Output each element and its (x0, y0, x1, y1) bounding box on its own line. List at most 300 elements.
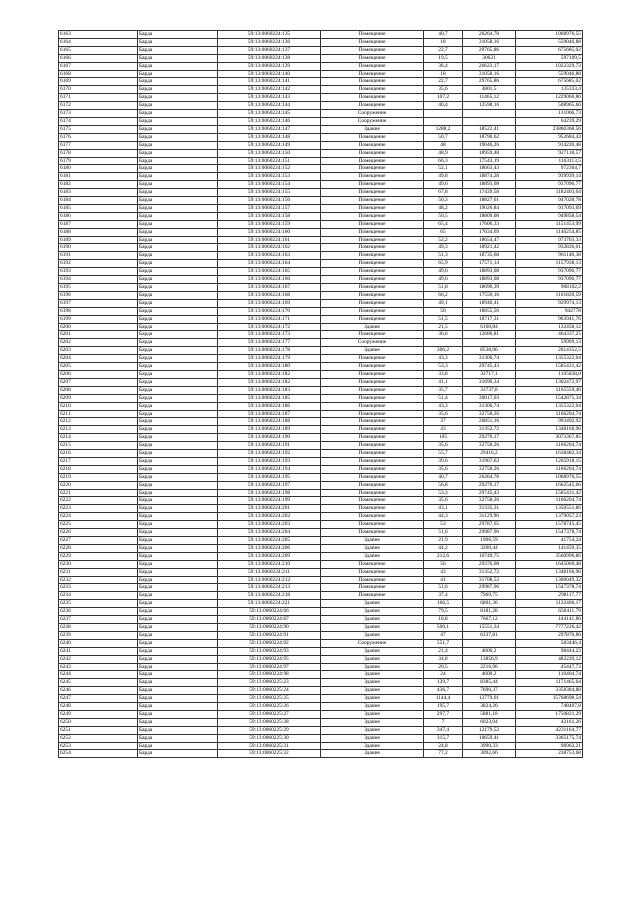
cadastral-number: 59:13:0060224:178 (218, 347, 321, 355)
settlement-name: Барда (138, 102, 218, 110)
specific-value: 18940,41 (463, 299, 516, 307)
cadastral-number: 59:13:0060225:24 (218, 687, 321, 695)
cadastral-value: 4231164,77 (516, 726, 583, 734)
row-number: 6216 (59, 450, 138, 458)
table-row (59, 655, 583, 663)
cadastral-number: 59:13:0060224:93 (218, 647, 321, 655)
table-row (59, 671, 583, 679)
area-value: 166,5 (424, 600, 463, 608)
cadastral-value: 917093,69 (516, 204, 583, 212)
settlement-name: Барда (138, 347, 218, 355)
row-number: 6202 (59, 339, 138, 347)
area-value: 49,6 (424, 276, 463, 284)
cadastral-value: 952684,43 (516, 133, 583, 141)
row-number: 6237 (59, 616, 138, 624)
area-value: 551,7 (424, 639, 463, 647)
area-value: 40,7 (424, 473, 463, 481)
object-type: Помещение (321, 38, 424, 46)
table-row (59, 165, 583, 173)
cadastral-value: 968162,2 (516, 284, 583, 292)
row-number: 6225 (59, 521, 138, 529)
specific-value: 10659,41 (463, 734, 516, 742)
row-number: 6235 (59, 600, 138, 608)
row-number: 6215 (59, 442, 138, 450)
row-number: 6166 (59, 54, 138, 62)
specific-value: 18790,62 (463, 133, 516, 141)
settlement-name: Барда (138, 276, 218, 284)
table-row (59, 537, 583, 545)
table-row (59, 339, 583, 347)
object-type: Помещение (321, 291, 424, 299)
object-type: Помещение (321, 418, 424, 426)
area-value: 51,3 (424, 252, 463, 260)
object-type: Здание (321, 742, 424, 750)
row-number: 6230 (59, 560, 138, 568)
object-type: Помещение (321, 173, 424, 181)
area-value: 49,6 (424, 181, 463, 189)
cadastral-number: 59:13:0060224:136 (218, 38, 321, 46)
row-number: 6199 (59, 315, 138, 323)
specific-value: 13856,9 (463, 655, 516, 663)
area-value: 20,5 (424, 663, 463, 671)
specific-value: 12598,16 (463, 102, 516, 110)
table-row (59, 489, 583, 497)
table-row (59, 331, 583, 339)
cadastral-number: 59:13:0060224:164 (218, 260, 321, 268)
table-row (59, 718, 583, 726)
specific-value: 17634,69 (463, 228, 516, 236)
table-row (59, 544, 583, 552)
cadastral-number: 59:13:0060224:170 (218, 307, 321, 315)
specific-value: 29745,43 (463, 489, 516, 497)
table-row (59, 631, 583, 639)
cadastral-value: 1348166,96 (516, 568, 583, 576)
cadastral-value: 1348166,96 (516, 426, 583, 434)
cadastral-number: 59:13:0060224:167 (218, 284, 321, 292)
object-type: Помещение (321, 307, 424, 315)
object-type: Здание (321, 347, 424, 355)
object-type: Здание (321, 679, 424, 687)
object-type: Помещение (321, 157, 424, 165)
cadastral-number: 59:13:0060224:188 (218, 418, 321, 426)
object-type: Здание (321, 125, 424, 133)
table-row (59, 726, 583, 734)
settlement-name: Барда (138, 442, 218, 450)
specific-value: 31129,96 (463, 513, 516, 521)
cadastral-value: 583446,4 (516, 639, 583, 647)
row-number: 6183 (59, 189, 138, 197)
table-row (59, 62, 583, 70)
table-row (59, 592, 583, 600)
settlement-name: Барда (138, 671, 218, 679)
specific-value: 3200,44 (463, 544, 516, 552)
cadastral-value: 1355322,04 (516, 355, 583, 363)
cadastral-number: 59:13:0060225:25 (218, 695, 321, 703)
cadastral-number: 59:13:0060224:194 (218, 465, 321, 473)
settlement-name: Барда (138, 703, 218, 711)
object-type: Помещение (321, 260, 424, 268)
cadastral-number: 59:13:0060224:210 (218, 560, 321, 568)
cadastral-number: 59:13:0060224:218 (218, 592, 321, 600)
area-value: 55,7 (424, 450, 463, 458)
row-number: 6243 (59, 663, 138, 671)
table-row (59, 157, 583, 165)
settlement-name: Барда (138, 457, 218, 465)
cadastral-number: 59:13:0060224:92 (218, 639, 321, 647)
table-row (59, 639, 583, 647)
area-value: 49,3 (424, 244, 463, 252)
settlement-name: Барда (138, 291, 218, 299)
object-type: Помещение (321, 394, 424, 402)
cadastral-value: 1166204,74 (516, 410, 583, 418)
object-type: Здание (321, 552, 424, 560)
specific-value: 32758,26 (463, 465, 516, 473)
row-number: 6224 (59, 513, 138, 521)
cadastral-number: 59:13:0060224:141 (218, 78, 321, 86)
row-number: 6186 (59, 212, 138, 220)
table-row (59, 402, 583, 410)
cadastral-value: 1161820,59 (516, 291, 583, 299)
row-number: 6238 (59, 623, 138, 631)
row-number: 6210 (59, 402, 138, 410)
area-value: 44,3 (424, 513, 463, 521)
settlement-name: Барда (138, 268, 218, 276)
area-value: 67,8 (424, 189, 463, 197)
table-row (59, 734, 583, 742)
table-row (59, 252, 583, 260)
object-type: Помещение (321, 426, 424, 434)
table-row (59, 173, 583, 181)
row-number: 6168 (59, 70, 138, 78)
cadastral-value: 1146254,85 (516, 228, 583, 236)
settlement-name: Барда (138, 560, 218, 568)
cadastral-number: 59:13:0060224:198 (218, 489, 321, 497)
settlement-name: Барда (138, 418, 218, 426)
row-number: 6229 (59, 552, 138, 560)
cadastral-value: 937096,77 (516, 268, 583, 276)
settlement-name: Барда (138, 260, 218, 268)
area-value: 306,2 (424, 347, 463, 355)
settlement-name: Барда (138, 370, 218, 378)
area-value: 107,2 (424, 94, 463, 102)
table-row (59, 315, 583, 323)
table-row (59, 363, 583, 371)
cadastral-value: 675685,02 (516, 46, 583, 54)
settlement-name: Барда (138, 489, 218, 497)
specific-value (463, 339, 516, 347)
cadastral-value: 15768698,54 (516, 695, 583, 703)
specific-value: 26264,78 (463, 31, 516, 39)
row-number: 6234 (59, 592, 138, 600)
cadastral-value: 1547378,74 (516, 584, 583, 592)
settlement-name: Барда (138, 133, 218, 141)
area-value: 347,4 (424, 726, 463, 734)
table-row (59, 576, 583, 584)
cadastral-value: 1151453,99 (516, 220, 583, 228)
cadastral-value: 135333,4 (516, 86, 583, 94)
specific-value: 26623,17 (463, 62, 516, 70)
specific-value: 4600,2 (463, 671, 516, 679)
settlement-name: Барда (138, 86, 218, 94)
cadastral-number: 59:13:0060225:29 (218, 726, 321, 734)
specific-value: 29270,17 (463, 434, 516, 442)
row-number: 6193 (59, 268, 138, 276)
cadastral-number: 59:13:0060224:165 (218, 268, 321, 276)
object-type: Помещение (321, 584, 424, 592)
object-type: Помещение (321, 473, 424, 481)
specific-value: 18827,61 (463, 197, 516, 205)
table-row (59, 212, 583, 220)
row-number: 6182 (59, 181, 138, 189)
row-number: 6217 (59, 457, 138, 465)
cadastral-number: 59:13:0060225:31 (218, 742, 321, 750)
specific-value: 32758,26 (463, 497, 516, 505)
table-row (59, 86, 583, 94)
row-number: 6178 (59, 149, 138, 157)
cadastral-number: 59:13:0060225:30 (218, 734, 321, 742)
table-row (59, 370, 583, 378)
object-type: Помещение (321, 141, 424, 149)
settlement-name: Барда (138, 378, 218, 386)
row-number: 6227 (59, 537, 138, 545)
area-value: 51,5 (424, 315, 463, 323)
row-number: 6250 (59, 718, 138, 726)
object-type: Помещение (321, 497, 424, 505)
settlement-name: Барда (138, 236, 218, 244)
object-type: Здание (321, 323, 424, 331)
object-type: Здание (321, 647, 424, 655)
area-value: 77,2 (424, 750, 463, 758)
specific-value: 32758,26 (463, 410, 516, 418)
area-value: 51,8 (424, 284, 463, 292)
area-value: 21,9 (424, 537, 463, 545)
cadastral-number: 59:13:0060224:193 (218, 457, 321, 465)
settlement-name: Барда (138, 157, 218, 165)
settlement-name: Барда (138, 284, 218, 292)
row-number: 6197 (59, 299, 138, 307)
area-value: 79,5 (424, 608, 463, 616)
row-number: 6228 (59, 544, 138, 552)
cadastral-value: 559046,88 (516, 70, 583, 78)
settlement-name: Барда (138, 212, 218, 220)
cadastral-value: 3365175,74 (516, 734, 583, 742)
cadastral-value: 1166204,74 (516, 442, 583, 450)
cadastral-number: 59:13:0060224:147 (218, 125, 321, 133)
table-row (59, 31, 583, 39)
specific-value: 17571,14 (463, 260, 516, 268)
settlement-name: Барда (138, 307, 218, 315)
table-row (59, 197, 583, 205)
cadastral-value: 597109,5 (516, 54, 583, 62)
row-number: 6252 (59, 734, 138, 742)
object-type: Помещение (321, 481, 424, 489)
object-type: Помещение (321, 189, 424, 197)
specific-value: 13779,01 (463, 695, 516, 703)
settlement-name: Барда (138, 584, 218, 592)
specific-value: 31708,52 (463, 576, 516, 584)
row-number: 6219 (59, 473, 138, 481)
object-type: Сооружение (321, 639, 424, 647)
table-row (59, 149, 583, 157)
row-number: 6165 (59, 46, 138, 54)
area-value (424, 110, 463, 118)
cadastral-number: 59:13:0060224:154 (218, 181, 321, 189)
table-row (59, 552, 583, 560)
table-row (59, 457, 583, 465)
row-number: 6239 (59, 631, 138, 639)
cadastral-number: 59:13:0060224:206 (218, 544, 321, 552)
cadastral-value: 1229060,86 (516, 94, 583, 102)
row-number: 6253 (59, 742, 138, 750)
cadastral-number: 59:13:0060224:144 (218, 102, 321, 110)
area-value: 24,8 (424, 742, 463, 750)
area-value: 1144,4 (424, 695, 463, 703)
specific-value: 19046,26 (463, 141, 516, 149)
settlement-name: Барда (138, 117, 218, 125)
object-type: Сооружение (321, 117, 424, 125)
table-row (59, 505, 583, 513)
row-number: 6254 (59, 750, 138, 758)
cadastral-value: 963941,76 (516, 315, 583, 323)
cadastral-value: 41754,24 (516, 537, 583, 545)
settlement-name: Барда (138, 537, 218, 545)
object-type: Помещение (321, 54, 424, 62)
specific-value: 31058,16 (463, 38, 516, 46)
cadastral-value: 947028,78 (516, 197, 583, 205)
cadastral-number: 59:13:0060224:221 (218, 600, 321, 608)
row-number: 6212 (59, 418, 138, 426)
specific-value: 32758,26 (463, 442, 516, 450)
cadastral-value: 675685,02 (516, 78, 583, 86)
specific-value: 7969,75 (463, 592, 516, 600)
area-value: 35,6 (424, 497, 463, 505)
object-type: Помещение (321, 355, 424, 363)
area-value: 43 (424, 426, 463, 434)
table-row (59, 236, 583, 244)
table-row (59, 560, 583, 568)
cadastral-value: 238753,68 (516, 750, 583, 758)
specific-value: 12179,52 (463, 726, 516, 734)
cadastral-value: 298117,77 (516, 592, 583, 600)
cadastral-value: 972364,7 (516, 165, 583, 173)
settlement-name: Барда (138, 189, 218, 197)
settlement-name: Барда (138, 465, 218, 473)
settlement-name: Барда (138, 568, 218, 576)
settlement-name: Барда (138, 497, 218, 505)
table-row (59, 220, 583, 228)
cadastral-value: 1132406,17 (516, 600, 583, 608)
cadastral-number: 59:13:0060224:211 (218, 568, 321, 576)
cadastral-value: 1645060,48 (516, 560, 583, 568)
table-row (59, 679, 583, 687)
object-type: Помещение (321, 46, 424, 54)
area-value: 18,8 (424, 616, 463, 624)
object-type: Помещение (321, 457, 424, 465)
table-row (59, 600, 583, 608)
area-value: 53,3 (424, 489, 463, 497)
cadastral-value: 1547378,74 (516, 529, 583, 537)
object-type: Помещение (321, 70, 424, 78)
area-value: 37 (424, 418, 463, 426)
object-type: Помещение (321, 521, 424, 529)
area-value: 50,5 (424, 212, 463, 220)
area-value: 56 (424, 560, 463, 568)
area-value: 52,2 (424, 236, 463, 244)
row-number: 6214 (59, 434, 138, 442)
specific-value: 18893,08 (463, 268, 516, 276)
cadastral-value: 45447,73 (516, 663, 583, 671)
cadastral-value: 98444,23 (516, 647, 583, 655)
cadastral-number: 59:13:0060224:142 (218, 86, 321, 94)
settlement-name: Барда (138, 78, 218, 86)
settlement-name: Барда (138, 204, 218, 212)
cadastral-value: 1350551,86 (516, 505, 583, 513)
area-value: 18 (424, 38, 463, 46)
cadastral-number: 59:13:0060225:32 (218, 750, 321, 758)
cadastral-number: 59:13:0060224:172 (218, 323, 321, 331)
settlement-name: Барда (138, 402, 218, 410)
object-type: Здание (321, 544, 424, 552)
row-number: 6181 (59, 173, 138, 181)
specific-value (463, 117, 516, 125)
cadastral-number: 59:13:0060224:135 (218, 31, 321, 39)
settlement-name: Барда (138, 576, 218, 584)
settlement-name: Барда (138, 710, 218, 718)
cadastral-number: 59:13:0060224:173 (218, 331, 321, 339)
settlement-name: Барда (138, 473, 218, 481)
object-type: Помещение (321, 442, 424, 450)
area-value: 24 (424, 671, 463, 679)
cadastral-value: 1638482,34 (516, 450, 583, 458)
settlement-name: Барда (138, 679, 218, 687)
settlement-name: Барда (138, 608, 218, 616)
cadastral-number: 59:13:0060224:161 (218, 236, 321, 244)
specific-value: 29270,17 (463, 481, 516, 489)
table-row (59, 608, 583, 616)
cadastral-value: 748407,8 (516, 703, 583, 711)
settlement-name: Барда (138, 173, 218, 181)
area-value: 49,8 (424, 173, 463, 181)
cadastral-number: 59:13:0060224:156 (218, 197, 321, 205)
row-number: 6187 (59, 220, 138, 228)
area-value: 50,3 (424, 197, 463, 205)
specific-value: 31335,31 (463, 505, 516, 513)
specific-value (463, 110, 516, 118)
settlement-name: Барда (138, 663, 218, 671)
settlement-name: Барда (138, 244, 218, 252)
area-value: 50 (424, 307, 463, 315)
settlement-name: Барда (138, 695, 218, 703)
cadastral-number: 59:13:0060224:163 (218, 252, 321, 260)
row-number: 6236 (59, 608, 138, 616)
cadastral-number: 59:13:0060224:143 (218, 94, 321, 102)
settlement-name: Барда (138, 742, 218, 750)
table-row (59, 189, 583, 197)
cadastral-number: 59:13:0060224:159 (218, 220, 321, 228)
cadastral-value: 942778 (516, 307, 583, 315)
row-number: 6169 (59, 78, 138, 86)
cadastral-value: 297876,86 (516, 631, 583, 639)
cadastral-value: 144141,86 (516, 616, 583, 624)
object-type: Помещение (321, 244, 424, 252)
cadastral-value: 973763,33 (516, 236, 583, 244)
row-number: 6173 (59, 110, 138, 118)
settlement-name: Барда (138, 299, 218, 307)
specific-value: 18893,08 (463, 276, 516, 284)
specific-value: 17550,16 (463, 291, 516, 299)
object-type: Помещение (321, 236, 424, 244)
cadastral-number: 59:13:0060224:169 (218, 299, 321, 307)
